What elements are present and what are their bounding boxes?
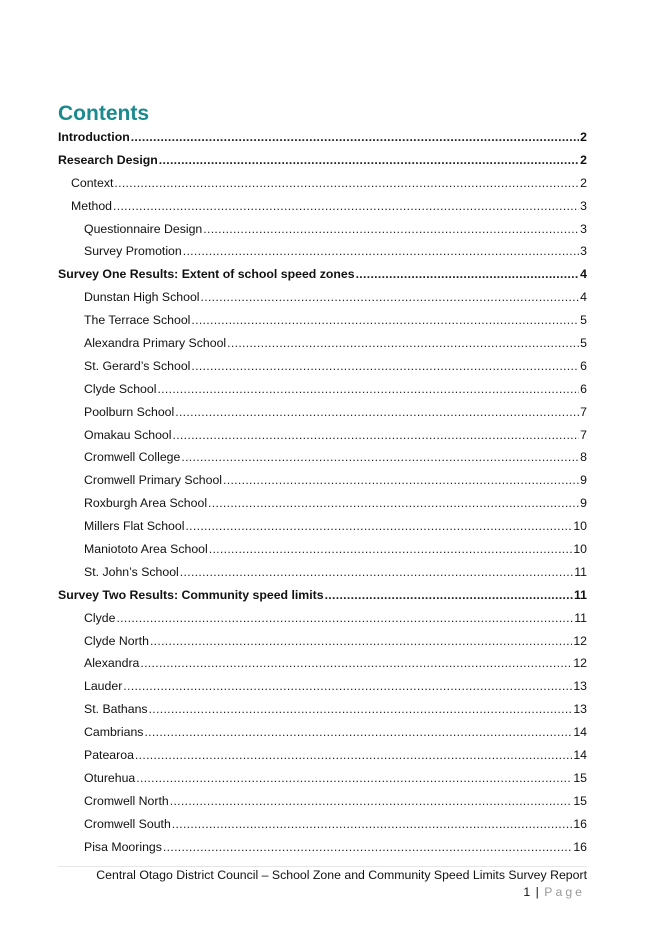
toc-entry-page: 7 (580, 427, 587, 442)
dot-leader (209, 542, 573, 556)
toc-entry-page: 14 (573, 725, 587, 740)
page-separator: | (535, 885, 539, 899)
toc-entry[interactable] (58, 519, 587, 542)
dot-leader (157, 382, 579, 396)
toc-entry-title: Cromwell South (84, 816, 171, 831)
toc-entry-page: 4 (580, 290, 587, 305)
toc-entry[interactable] (58, 496, 587, 519)
toc-entry-title: Clyde School (84, 381, 157, 396)
toc-entry-page: 10 (573, 542, 587, 557)
toc-entry-title: Survey One Results: Extent of school speed zones (58, 267, 355, 282)
toc-entry-title: Method (71, 198, 113, 213)
toc-entry-title: Pisa Moorings (84, 839, 162, 854)
toc-entry-title: Cambrians (84, 725, 144, 740)
toc-entry-title: Omakau School (84, 427, 172, 442)
dot-leader (208, 496, 579, 510)
toc-entry-page: 13 (573, 702, 587, 717)
toc-entry-page: 16 (573, 816, 587, 831)
toc-entry-page: 2 (580, 152, 587, 167)
toc-entry-page: 8 (580, 450, 587, 465)
dot-leader (175, 405, 579, 419)
toc-entry-page: 6 (580, 358, 587, 373)
dot-leader (140, 656, 572, 670)
toc-entry-title: St. Gerard’s School (84, 358, 191, 373)
page-number: 1 (523, 885, 531, 899)
toc-entry-page: 7 (580, 404, 587, 419)
toc-entry[interactable] (58, 336, 587, 359)
dot-leader (159, 153, 579, 167)
dot-leader (123, 679, 572, 693)
toc-entry-title: Roxburgh Area School (84, 496, 208, 511)
toc-entry-page: 10 (573, 519, 587, 534)
toc-entry-page: 14 (573, 748, 587, 763)
toc-entry[interactable] (58, 130, 587, 153)
toc-entry-title: Millers Flat School (84, 519, 185, 534)
toc-entry[interactable] (58, 771, 587, 794)
toc-entry[interactable] (58, 199, 587, 222)
toc-entry[interactable] (58, 634, 587, 657)
toc-entry[interactable] (58, 611, 587, 634)
toc-entry[interactable] (58, 222, 587, 245)
footer-report-title: Central Otago District Council – School Zone and Community Speed Limits Survey Report (96, 868, 587, 882)
dot-leader (191, 313, 579, 327)
toc-entry-title: Cromwell North (84, 793, 169, 808)
toc-entry-title: The Terrace School (84, 313, 191, 328)
toc-entry-title: Alexandra (84, 656, 140, 671)
dot-leader (181, 450, 579, 464)
dot-leader (135, 748, 572, 762)
toc-entry-title: Questionnaire Design (84, 221, 203, 236)
dot-leader (223, 473, 579, 487)
toc-entry-page: 11 (574, 610, 587, 625)
dot-leader (170, 794, 573, 808)
toc-entry-title: Clyde North (84, 633, 149, 648)
dot-leader (180, 565, 573, 579)
toc-entry-page: 2 (580, 175, 587, 190)
dot-leader (191, 359, 579, 373)
toc-entry-title: Clyde (84, 610, 116, 625)
toc-entry[interactable] (58, 748, 587, 771)
dot-leader (185, 519, 572, 533)
toc-entry[interactable] (58, 313, 587, 336)
dot-leader (227, 336, 579, 350)
dot-leader (201, 290, 580, 304)
dot-leader (356, 267, 580, 281)
toc-entry[interactable] (58, 428, 587, 451)
dot-leader (136, 771, 572, 785)
dot-leader (203, 222, 579, 236)
toc-entry[interactable] (58, 542, 587, 565)
toc-entry[interactable] (58, 382, 587, 405)
toc-entry[interactable] (58, 244, 587, 267)
toc-entry-page: 9 (580, 496, 587, 511)
toc-entry-title: Alexandra Primary School (84, 336, 227, 351)
toc-entry-title: Research Design (58, 152, 158, 167)
toc-entry-page: 12 (573, 633, 587, 648)
dot-leader (116, 611, 573, 625)
toc-entry[interactable] (58, 405, 587, 428)
toc-entry-page: 16 (573, 839, 587, 854)
dot-leader (183, 244, 579, 258)
toc-entry[interactable] (58, 656, 587, 679)
toc-entry[interactable] (58, 565, 587, 588)
footer-divider (58, 866, 587, 867)
toc-entry-page: 4 (580, 267, 587, 282)
toc-entry-page: 6 (580, 381, 587, 396)
toc-entry-title: Survey Two Results: Community speed limits (58, 587, 324, 602)
dot-leader (113, 199, 579, 213)
dot-leader (173, 428, 580, 442)
toc-entry[interactable] (58, 450, 587, 473)
toc-entry[interactable] (58, 817, 587, 840)
toc-entry[interactable] (58, 359, 587, 382)
toc-entry-page: 3 (580, 244, 587, 259)
toc-entry[interactable] (58, 290, 587, 313)
dot-leader (150, 634, 572, 648)
footer-page-indicator (523, 885, 585, 899)
toc-entry-title: Poolburn School (84, 404, 175, 419)
dot-leader (149, 702, 573, 716)
toc-entry[interactable] (58, 840, 587, 863)
toc-entry-title: Lauder (84, 679, 123, 694)
toc-entry-page: 2 (580, 130, 587, 144)
dot-leader (131, 130, 579, 144)
table-of-contents (58, 130, 587, 863)
toc-entry-title: Maniototo Area School (84, 542, 208, 557)
toc-entry-title: St. Bathans (84, 702, 148, 717)
toc-entry-page: 5 (580, 336, 587, 351)
toc-entry-page: 5 (580, 313, 587, 328)
toc-entry-title: Patearoa (84, 748, 134, 763)
toc-entry-title: Dunstan High School (84, 290, 200, 305)
dot-leader (163, 840, 572, 854)
toc-entry[interactable] (58, 588, 587, 611)
toc-entry-page: 11 (574, 564, 587, 579)
toc-entry-title: Context (71, 175, 114, 190)
toc-entry[interactable] (58, 679, 587, 702)
dot-leader (114, 176, 579, 190)
toc-entry-title: Cromwell Primary School (84, 473, 223, 488)
toc-entry-page: 15 (573, 793, 587, 808)
toc-entry-title: Cromwell College (84, 450, 181, 465)
toc-entry-page: 13 (573, 679, 587, 694)
toc-entry-title: Oturehua (84, 770, 136, 785)
toc-entry-page: 12 (573, 656, 587, 671)
dot-leader (144, 725, 572, 739)
toc-entry-title: St. John’s School (84, 564, 179, 579)
toc-entry-page: 15 (573, 770, 587, 785)
toc-entry[interactable] (58, 725, 587, 748)
contents-heading: Contents (58, 102, 149, 125)
toc-entry-page: 3 (580, 221, 587, 236)
toc-entry[interactable] (58, 702, 587, 725)
toc-entry-page: 3 (580, 198, 587, 213)
page-word: Page (544, 885, 585, 899)
toc-entry-title: Survey Promotion (84, 244, 182, 259)
toc-entry[interactable] (58, 176, 587, 199)
toc-entry-title: Introduction (58, 130, 130, 144)
toc-entry[interactable] (58, 267, 587, 290)
dot-leader (172, 817, 573, 831)
toc-entry[interactable] (58, 794, 587, 817)
toc-entry[interactable] (58, 473, 587, 496)
toc-entry[interactable] (58, 153, 587, 176)
toc-entry-page: 9 (580, 473, 587, 488)
toc-entry-page: 11 (574, 587, 587, 602)
dot-leader (325, 588, 573, 602)
